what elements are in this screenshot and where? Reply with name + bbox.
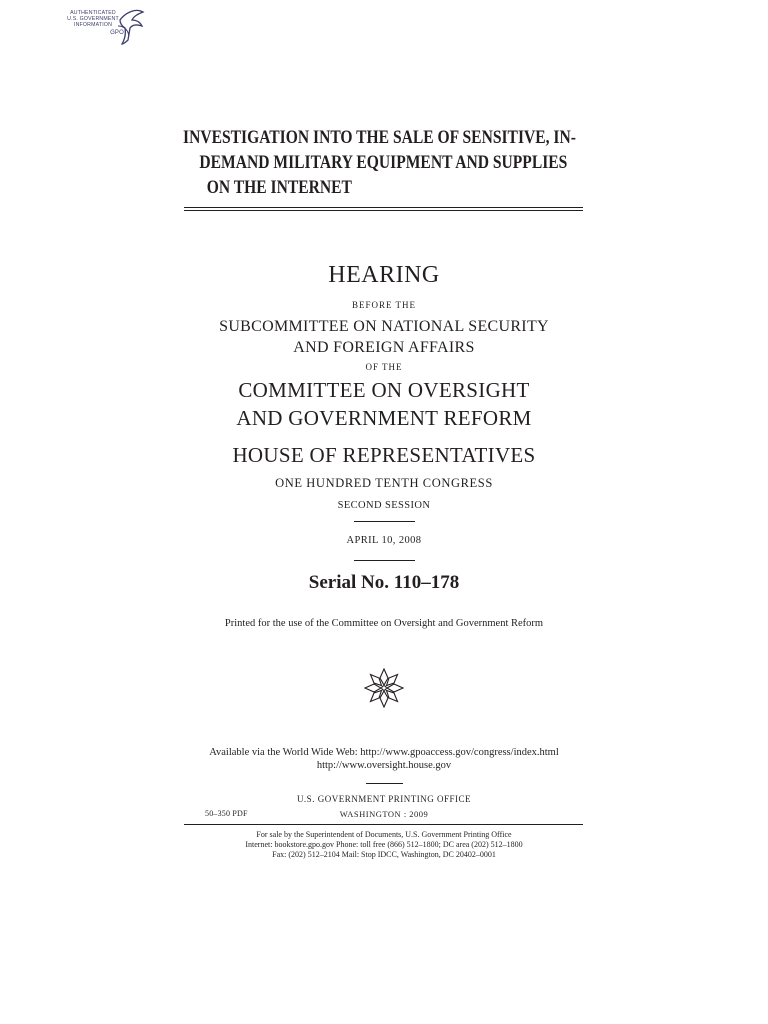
committee-line-2: AND GOVERNMENT REFORM [236,406,532,430]
title-line-3: ON THE INTERNET [206,177,352,198]
seal-gpo-text: GPO [110,30,124,36]
printed-for-note: Printed for the use of the Committee on Oversight and Government Reform [224,618,544,629]
session-label: SECOND SESSION [337,500,431,511]
date-rule [354,560,415,561]
sale-notice-line-3: Fax: (202) 512–2104 Mail: Stop IDCC, Washington, DC 20402–0001 [272,850,496,859]
before-the-label: BEFORE THE [351,300,417,310]
availability-rule [366,783,403,784]
title-line-2: DEMAND MILITARY EQUIPMENT AND SUPPLIES [199,152,568,173]
hearing-date: APRIL 10, 2008 [346,535,422,546]
web-availability-line-1: Available via the World Wide Web: http://www.gpoaccess.gov/congress/index.html [209,747,559,758]
sale-notice-line-1: For sale by the Superintendent of Documents, U.S. Government Printing Office [256,830,512,839]
eagle-icon [116,6,146,46]
title-rule-bottom [184,210,583,211]
hearing-heading: HEARING [328,262,440,288]
committee-line-1: COMMITTEE ON OVERSIGHT [238,378,530,402]
place-and-year: WASHINGTON : 2009 [339,809,429,819]
hearing-title [183,125,585,200]
subcommittee-line-2: AND FOREIGN AFFAIRS [293,339,475,356]
congress-label: ONE HUNDRED TENTH CONGRESS [275,476,493,490]
title-line-1: INVESTIGATION INTO THE SALE OF SENSITIVE, IN- [183,127,576,148]
subcommittee-line-1: SUBCOMMITTEE ON NATIONAL SECURITY [219,318,549,335]
seal-line-3: INFORMATION [73,22,113,28]
title-rule-top [184,207,583,208]
seal-line-2: U.S. GOVERNMENT [67,16,119,22]
seal-line-1: AUTHENTICATED [70,10,116,16]
serial-number: Serial No. 110–178 [308,572,460,593]
session-rule [354,521,415,522]
of-the-label: OF THE [365,362,403,372]
web-availability-line-2: http://www.oversight.house.gov [316,760,452,771]
printing-office: U.S. GOVERNMENT PRINTING OFFICE [296,794,472,804]
sale-notice-line-2: Internet: bookstore.gpo.gov Phone: toll free (866) 512–1800; DC area (202) 512–1800 [245,840,523,849]
imprint-rule [184,824,583,825]
pdf-code: 50–350 PDF [205,809,248,818]
gpo-authentication-seal [62,6,146,46]
ornament-icon [362,666,406,710]
house-of-representatives: HOUSE OF REPRESENTATIVES [232,443,536,467]
